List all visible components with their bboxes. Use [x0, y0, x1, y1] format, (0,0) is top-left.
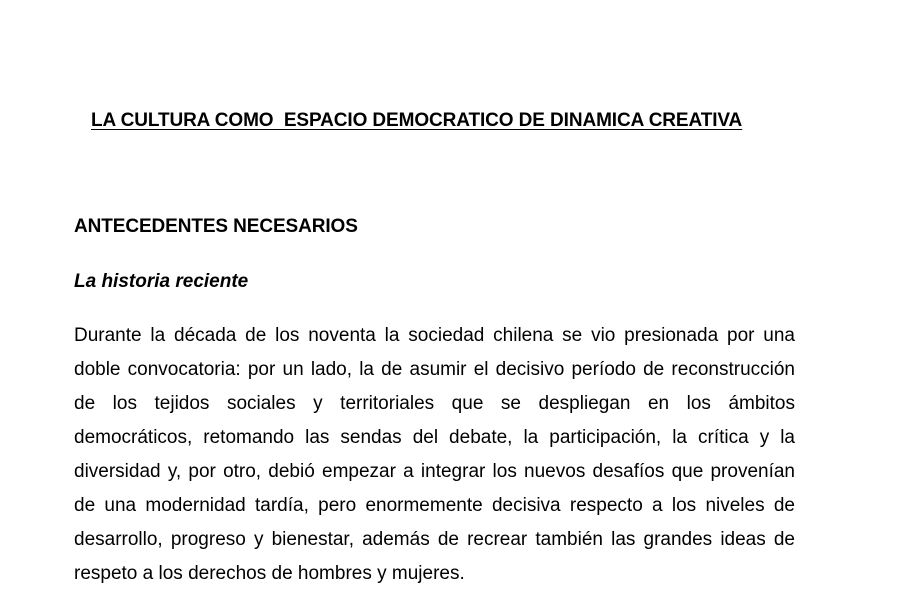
- subheading: La historia reciente: [74, 271, 249, 292]
- paragraph-line: Durante la década de los noventa la sociedad chilena se vio presionada por una: [74, 325, 795, 346]
- body-paragraph: [74, 322, 795, 594]
- section-heading: ANTECEDENTES NECESARIOS: [74, 216, 358, 237]
- paragraph-line: respeto a los derechos de hombres y mujeres.: [74, 563, 465, 584]
- paragraph-line: desarrollo, progreso y bienestar, además de recrear también las grandes ideas de: [74, 529, 795, 550]
- paragraph-line: doble convocatoria: por un lado, la de asumir el decisivo período de reconstrucción: [74, 359, 795, 380]
- paragraph-line: diversidad y, por otro, debió empezar a integrar los nuevos desafíos que provenían: [74, 461, 795, 482]
- paragraph-line: de los tejidos sociales y territoriales que se despliegan en los ámbitos: [74, 393, 795, 414]
- document-title: LA CULTURA COMO ESPACIO DEMOCRATICO DE DINAMICA CREATIVA: [91, 110, 743, 131]
- paragraph-line: democráticos, retomando las sendas del debate, la participación, la crítica y la: [74, 427, 795, 448]
- paragraph-line: de una modernidad tardía, pero enormemente decisiva respecto a los niveles de: [74, 495, 795, 516]
